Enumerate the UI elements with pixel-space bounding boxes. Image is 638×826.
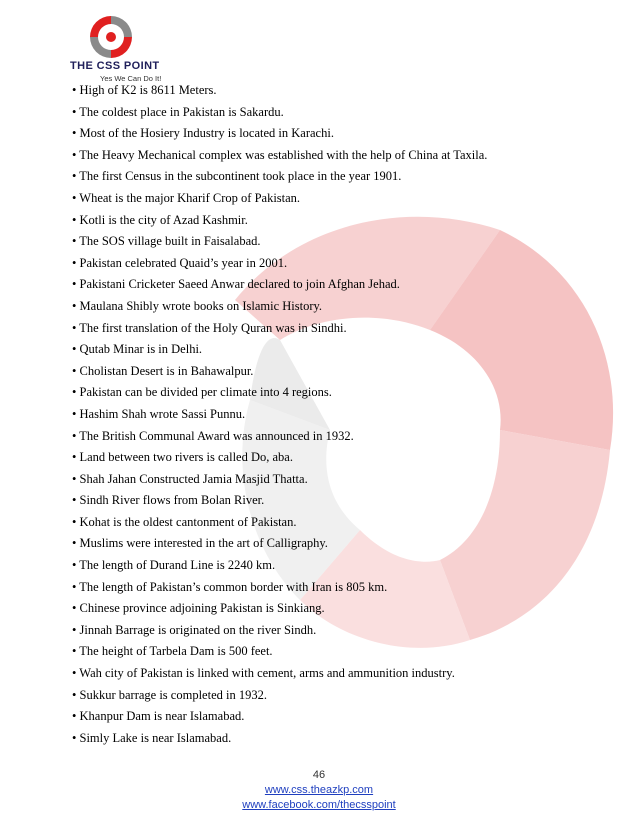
fact-item: • Kohat is the oldest cantonment of Pakistan. (72, 514, 297, 529)
fact-item: • Pakistani Cricketer Saeed Anwar declared to join Afghan Jehad. (72, 277, 400, 292)
fact-item: • High of K2 is 8611 Meters. (72, 83, 217, 97)
page-number: 46 (312, 769, 326, 781)
fact-item: • Sukkur barrage is completed in 1932. (72, 687, 267, 702)
fact-item: • Pakistan can be divided per climate into 4 regions. (72, 385, 332, 400)
fact-item: • Land between two rivers is called Do, aba. (72, 450, 293, 465)
fact-item: • Wah city of Pakistan is linked with cement, arms and ammunition industry. (72, 666, 455, 681)
fact-item: • Sindh River flows from Bolan River. (72, 493, 265, 508)
fact-item: • Hashim Shah wrote Sassi Punnu. (72, 406, 246, 421)
fact-item: • The SOS village built in Faisalabad. (72, 234, 261, 249)
fact-item: • The length of Pakistan’s common border with Iran is 805 km. (72, 579, 388, 594)
facts-list (72, 80, 592, 749)
fact-item: • Shah Jahan Constructed Jamia Masjid Thatta. (72, 471, 308, 486)
fact-item: • Cholistan Desert is in Bahawalpur. (72, 363, 254, 378)
css-point-logo-icon (86, 12, 136, 62)
fact-item: • The first translation of the Holy Quran was in Sindhi. (72, 320, 347, 335)
logo-brand-text: THE CSS POINT (70, 60, 160, 72)
fact-item: • Simly Lake is near Islamabad. (72, 730, 232, 745)
fact-item: • Kotli is the city of Azad Kashmir. (72, 212, 248, 227)
fact-item: • Qutab Minar is in Delhi. (72, 342, 203, 357)
website-link[interactable]: www.css.theazkp.com (264, 784, 374, 796)
fact-item: • The British Communal Award was announced in 1932. (72, 428, 354, 443)
fact-item: • Jinnah Barrage is originated on the river Sindh. (72, 622, 317, 637)
fact-item: • Chinese province adjoining Pakistan is Sinkiang. (72, 601, 325, 616)
fact-item: • Khanpur Dam is near Islamabad. (72, 709, 245, 724)
fact-item: • Maulana Shibly wrote books on Islamic History. (72, 298, 323, 313)
fact-item: • The Heavy Mechanical complex was established with the help of China at Taxila. (72, 147, 488, 162)
fact-item: • Muslims were interested in the art of Calligraphy. (72, 536, 328, 551)
fact-item: • Pakistan celebrated Quaid’s year in 2001. (72, 255, 288, 270)
header-logo (70, 12, 180, 92)
fact-item: • Most of the Hosiery Industry is located in Karachi. (72, 126, 334, 141)
page-footer (0, 768, 638, 813)
fact-item: • The height of Tarbela Dam is 500 feet. (72, 644, 273, 659)
facebook-link[interactable]: www.facebook.com/thecsspoint (242, 799, 396, 811)
fact-item: • The coldest place in Pakistan is Sakardu. (72, 104, 284, 119)
fact-item: • The first Census in the subcontinent took place in the year 1901. (72, 169, 402, 184)
fact-item: • The length of Durand Line is 2240 km. (72, 558, 276, 573)
logo-tagline: Yes We Can Do It! (100, 74, 162, 83)
fact-item: • Wheat is the major Kharif Crop of Pakistan. (72, 190, 301, 205)
